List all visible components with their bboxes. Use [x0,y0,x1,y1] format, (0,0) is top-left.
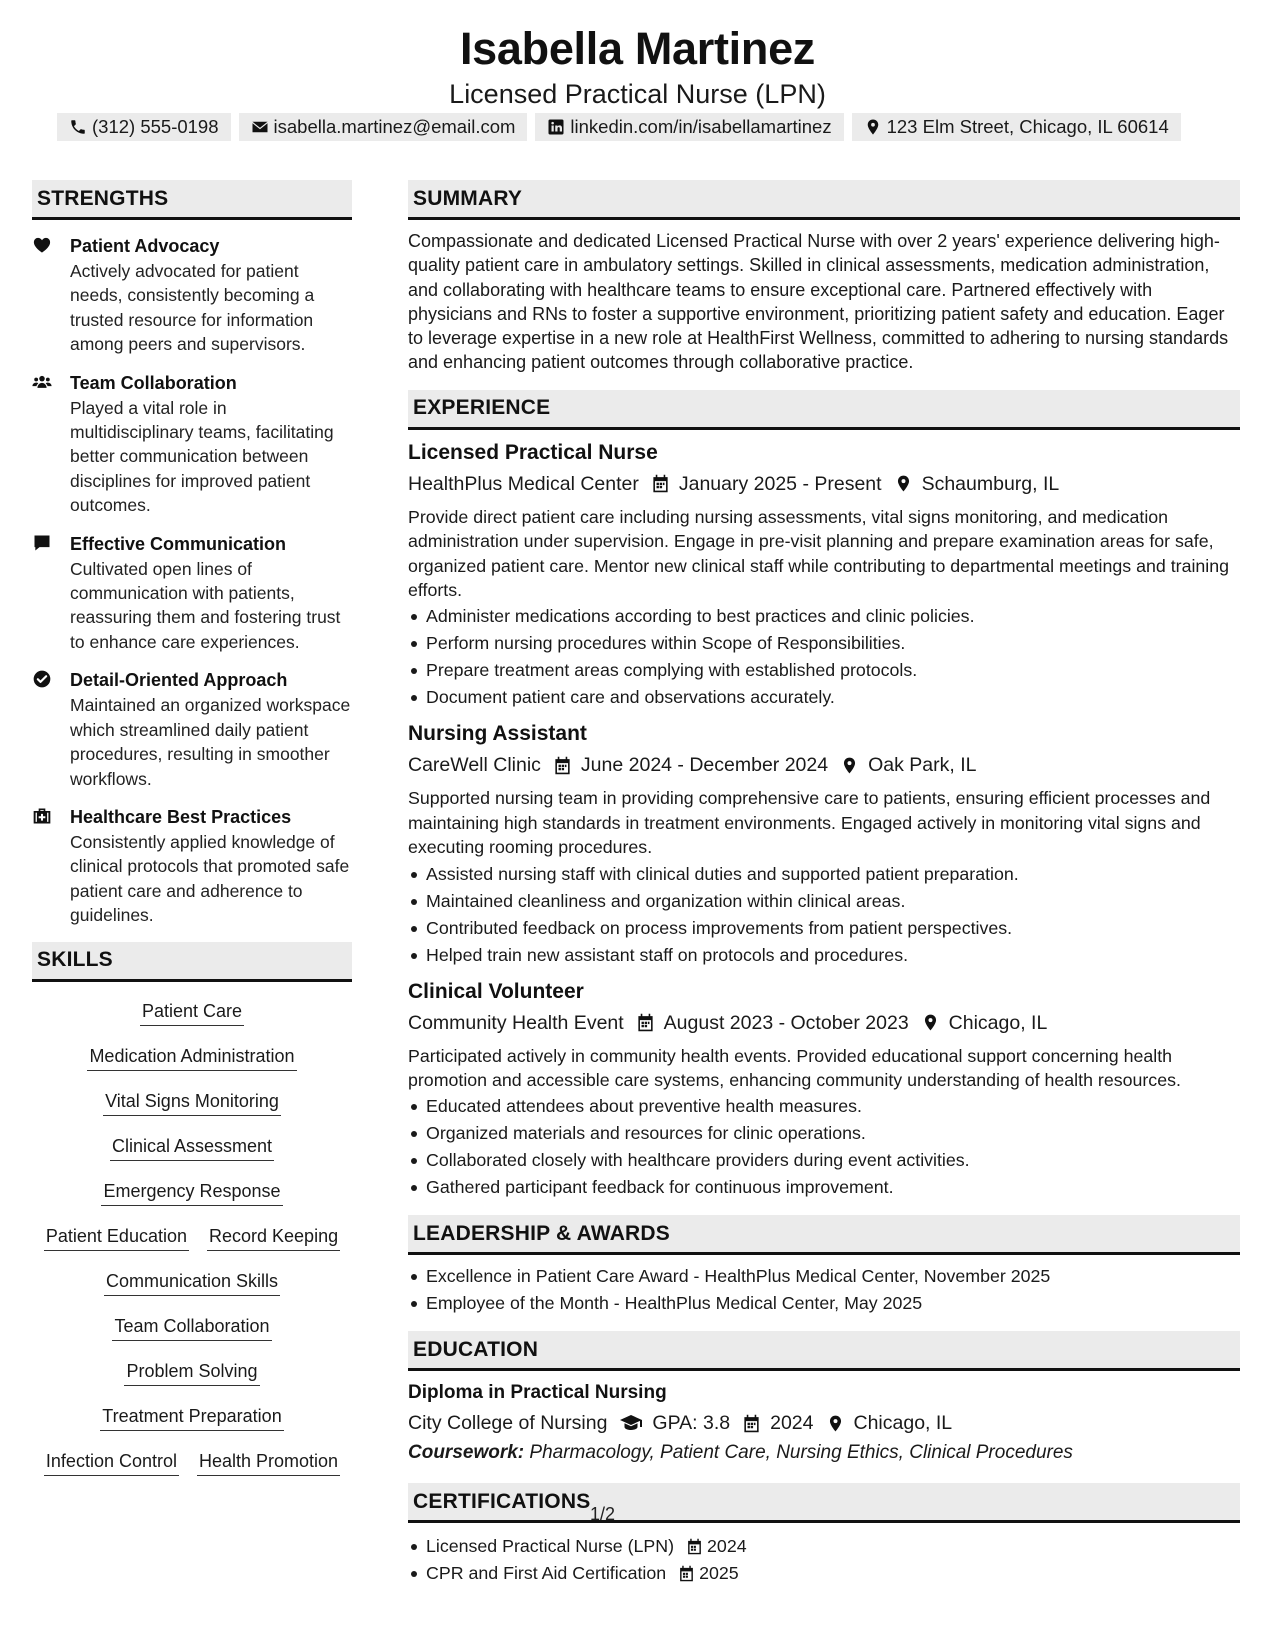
job-organization: HealthPlus Medical Center [408,472,639,495]
list-item: Administer medications according to best practices and clinic policies. [408,603,1240,630]
list-item: Excellence in Patient Care Award - HealthPlus Medical Center, November 2025 [408,1263,1240,1290]
map-pin-icon [864,118,882,136]
skill-tag: Infection Control [44,1448,179,1476]
contact-phone[interactable] [57,113,231,141]
list-item: Organized materials and resources for clinic operations. [408,1120,1240,1147]
strength-description: Played a vital role in multidisciplinary teams, facilitating better communication between disciplines for improved patient outcomes. [70,397,334,516]
strengths-heading: STRENGTHS [32,180,352,220]
calendar-icon [742,1414,761,1433]
experience-entry [408,719,1240,968]
education-location: Chicago, IL [853,1412,953,1435]
strength-item [32,371,352,518]
list-item: Helped train new assistant staff on protocols and procedures. [408,942,1240,969]
list-item: Maintained cleanliness and organization within clinical areas. [408,888,1240,915]
strength-title: Team Collaboration [70,372,237,393]
list-item: Perform nursing procedures within Scope of Responsibilities. [408,630,1240,657]
education-year: 2024 [770,1412,814,1435]
heart-icon [32,235,52,255]
strength-item [32,234,352,357]
education-gpa: GPA: 3.8 [652,1412,731,1435]
resume-header [0,22,1275,110]
skill-tag: Medication Administration [87,1043,296,1071]
list-item: Prepare treatment areas complying with established protocols. [408,657,1240,684]
list-item: Collaborated closely with healthcare providers during event activities. [408,1147,1240,1174]
map-pin-icon [894,474,913,493]
job-description: Provide direct patient care including nursing assessments, vital signs monitoring, and medication administration under supervision. Engage in pre-visit planning and prepare examination areas for safe, organized patient care. Mentor new clinical staff while contributing to departmental meetings and training efforts. [408,506,1230,600]
right-column [408,180,1240,1587]
contact-address [852,113,1181,141]
skill-tag: Emergency Response [101,1178,282,1206]
strength-item [32,805,352,928]
list-item: Assisted nursing staff with clinical duties and supported patient preparation. [408,861,1240,888]
job-role: Clinical Volunteer [408,979,584,1003]
contact-linkedin[interactable] [535,113,843,141]
strength-description: Actively advocated for patient needs, consistently becoming a trusted resource for information among peers and supervisors. [70,261,315,355]
strength-title: Effective Communication [70,533,287,554]
candidate-title: Licensed Practical Nurse (LPN) [449,79,826,109]
map-pin-icon [921,1013,940,1032]
users-icon [32,372,52,392]
education-degree: Diploma in Practical Nursing [408,1382,667,1404]
phone-icon [69,118,87,136]
contact-email-text: isabella.martinez@email.com [273,116,516,137]
skill-tag: Communication Skills [104,1268,280,1296]
skill-tag: Treatment Preparation [100,1403,283,1431]
contact-linkedin-text: linkedin.com/in/isabellamartinez [570,116,832,137]
job-location: Schaumburg, IL [921,472,1060,495]
list-item [408,1560,1240,1587]
list-item: Educated attendees about preventive health measures. [408,1093,1240,1120]
strength-description: Cultivated open lines of communication with patients, reassuring them and fostering trust to enhance care experiences. [70,558,341,652]
job-organization: CareWell Clinic [408,754,541,777]
skills-heading: SKILLS [32,942,352,982]
education-school: City College of Nursing [408,1412,608,1435]
job-location: Oak Park, IL [868,754,977,777]
calendar-icon [686,1538,703,1555]
strength-title: Patient Advocacy [70,236,220,256]
job-location: Chicago, IL [948,1011,1048,1034]
calendar-icon [636,1013,655,1032]
certification-year: 2024 [707,1536,747,1557]
contact-phone-text: (312) 555-0198 [92,116,219,137]
job-description: Participated actively in community health events. Provided educational support concerning health promotion and accessible care systems, enhancing community understanding of health resources. [408,1045,1181,1091]
experience-entry [408,977,1240,1202]
candidate-name: Isabella Martinez [459,23,816,74]
strengths-list [32,234,352,928]
awards-list [408,1263,1240,1317]
envelope-icon [251,118,269,136]
experience-entry [408,438,1240,712]
certification-name: CPR and First Aid Certification [426,1563,667,1584]
skill-tag: Clinical Assessment [110,1133,274,1161]
contact-address-text: 123 Elm Street, Chicago, IL 60614 [886,116,1169,137]
job-bullets [408,861,1240,969]
list-item [408,1533,1240,1560]
left-column [32,180,352,1493]
comment-icon [32,533,52,553]
strength-title: Healthcare Best Practices [70,806,292,827]
job-meta [408,469,1240,499]
job-description: Supported nursing team in providing comprehensive care to patients, ensuring efficient processes and maintaining high standards in treatment environments. Engaged actively in monitoring vital signs and executing rooming procedures. [408,788,1211,858]
contact-email[interactable] [239,113,528,141]
list-item: Document patient care and observations accurately. [408,684,1240,711]
job-bullets [408,603,1240,711]
summary-heading: SUMMARY [408,180,1240,220]
certifications-list [408,1533,1240,1587]
job-organization: Community Health Event [408,1011,624,1034]
medical-kit-icon [32,806,52,826]
skill-tag: Health Promotion [197,1448,340,1476]
contact-bar [57,113,1181,141]
map-pin-icon [840,756,859,775]
education-meta [408,1408,1240,1438]
job-meta [408,1008,1240,1038]
skill-tag: Patient Care [140,998,244,1026]
job-dates: January 2025 - Present [678,472,882,495]
job-meta [408,750,1240,780]
experience-heading: EXPERIENCE [408,390,1240,430]
strength-title: Detail-Oriented Approach [70,670,288,691]
certifications-heading: CERTIFICATIONS [408,1483,1240,1523]
graduation-cap-icon [619,1411,643,1435]
page-number: 1/2 [590,1504,616,1524]
list-item: Gathered participant feedback for continuous improvement. [408,1174,1240,1201]
skill-tag: Patient Education [44,1223,189,1251]
job-bullets [408,1093,1240,1201]
summary-text: Compassionate and dedicated Licensed Practical Nurse with over 2 years' experience delivering high-quality patient care in ambulatory settings. Skilled in clinical assessments, medication administration, and collaborating with healthcare teams to ensure exceptional care. Partnered effectively with physicians and RNs to foster a supportive environment, prioritizing patient safety and education. Eager to leverage expertise in a new role at HealthFirst Wellness, committed to adhering to nursing standards and enhancing patient outcomes through collaborative practice. [408,231,1229,373]
calendar-icon [651,474,670,493]
linkedin-icon [547,118,565,136]
education-coursework [408,1439,1240,1467]
strength-description: Maintained an organized workspace which streamlined daily patient procedures, resulting in smoother workflows. [70,695,351,789]
calendar-icon [553,756,572,775]
skill-tag: Team Collaboration [112,1313,271,1341]
skill-tag: Vital Signs Monitoring [103,1088,281,1116]
education-heading: EDUCATION [408,1331,1240,1371]
strength-description: Consistently applied knowledge of clinical protocols that promoted safe patient care and adherence to guidelines. [70,831,350,926]
job-role: Nursing Assistant [408,722,587,746]
map-pin-icon [826,1414,845,1433]
calendar-icon [678,1565,695,1582]
check-circle-icon [32,669,52,689]
list-item: Employee of the Month - HealthPlus Medical Center, May 2025 [408,1290,1240,1317]
certification-year: 2025 [699,1563,739,1584]
job-dates: August 2023 - October 2023 [663,1011,909,1034]
coursework-label: Coursework: [408,1442,525,1464]
strength-item [32,532,352,655]
certification-name: Licensed Practical Nurse (LPN) [426,1536,675,1557]
skills-list [32,998,352,1493]
strength-item [32,668,352,791]
coursework-text: Pharmacology, Patient Care, Nursing Ethics, Clinical Procedures [529,1442,1073,1464]
job-dates: June 2024 - December 2024 [580,754,829,777]
job-role: Licensed Practical Nurse [408,440,658,464]
list-item: Contributed feedback on process improvements from patient perspectives. [408,915,1240,942]
skill-tag: Record Keeping [207,1223,340,1251]
skill-tag: Problem Solving [124,1358,259,1386]
awards-heading: LEADERSHIP & AWARDS [408,1215,1240,1255]
